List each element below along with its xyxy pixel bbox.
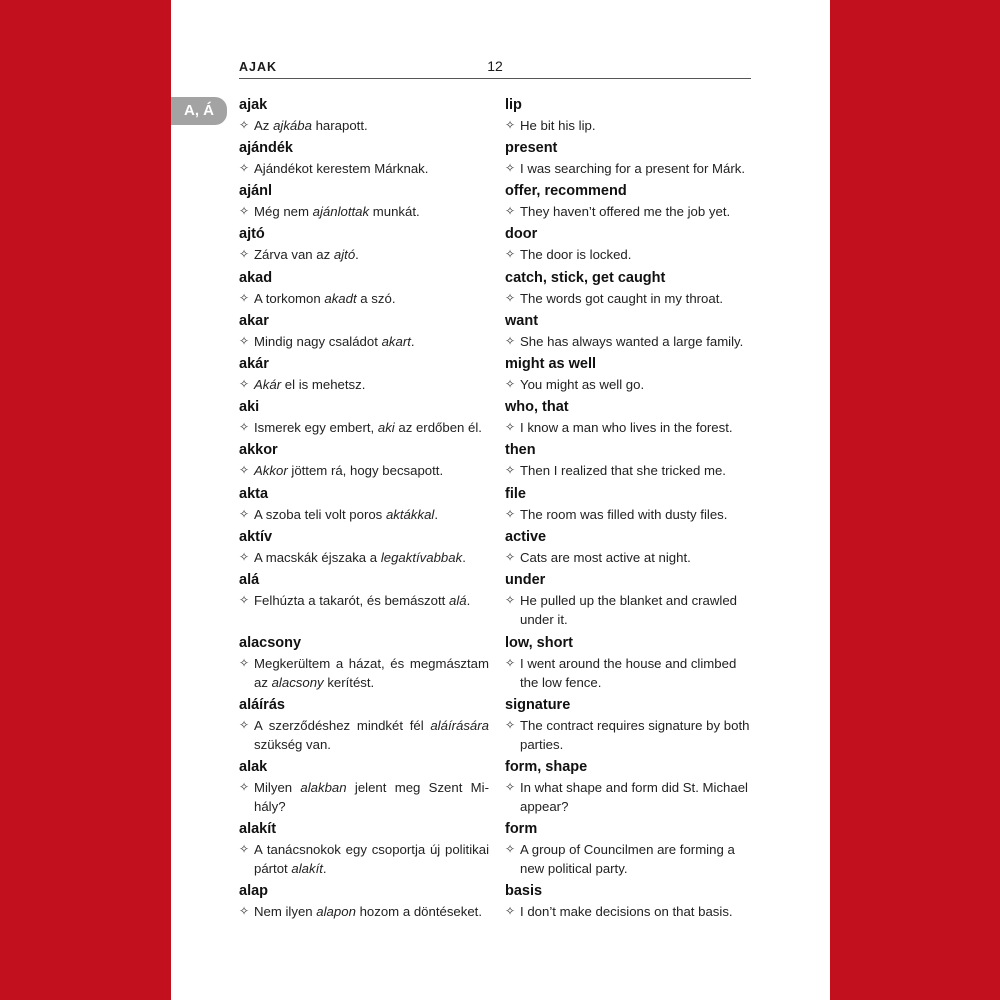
sparkle-bullet-icon: ✧ bbox=[505, 780, 516, 794]
example-sentence bbox=[505, 548, 755, 567]
example-sentence bbox=[239, 654, 489, 692]
sparkle-bullet-icon: ✧ bbox=[239, 718, 250, 732]
sparkle-bullet-icon: ✧ bbox=[505, 118, 516, 132]
translation: offer, recommend bbox=[505, 183, 627, 199]
entry-english bbox=[505, 635, 755, 692]
translation: catch, stick, get caught bbox=[505, 270, 666, 286]
sparkle-bullet-icon: ✧ bbox=[505, 377, 516, 391]
sparkle-bullet-icon: ✧ bbox=[505, 842, 516, 856]
example-sentence bbox=[505, 461, 755, 480]
example-text: jelent meg Szent Mihály? bbox=[254, 780, 489, 814]
entry-english bbox=[505, 529, 755, 567]
sparkle-bullet-icon: ✧ bbox=[239, 334, 250, 348]
translation: low, short bbox=[505, 635, 573, 651]
sparkle-bullet-icon: ✧ bbox=[239, 550, 250, 564]
running-head: AJAK bbox=[239, 60, 278, 74]
page-number: 12 bbox=[487, 58, 503, 74]
example-sentence bbox=[239, 716, 489, 754]
example-text: The door is locked. bbox=[520, 247, 632, 262]
entry-hungarian bbox=[239, 399, 489, 437]
headword: akár bbox=[239, 356, 269, 372]
headword: ajtó bbox=[239, 226, 265, 242]
example-text: A szerződéshez mindkét fél bbox=[254, 718, 431, 733]
example-text: Ismerek egy embert, bbox=[254, 420, 378, 435]
entry-hungarian bbox=[239, 635, 489, 692]
translation: under bbox=[505, 572, 546, 588]
example-text: Ajándékot kerestem Márknak. bbox=[254, 161, 429, 176]
entry-english bbox=[505, 356, 755, 394]
entry-english bbox=[505, 270, 755, 308]
entry-english bbox=[505, 759, 755, 816]
sparkle-bullet-icon: ✧ bbox=[239, 420, 250, 434]
entry-hungarian bbox=[239, 356, 489, 394]
sparkle-bullet-icon: ✧ bbox=[505, 420, 516, 434]
sparkle-bullet-icon: ✧ bbox=[505, 904, 516, 918]
entry-english bbox=[505, 140, 755, 178]
example-sentence bbox=[505, 840, 755, 878]
example-keyword: akart bbox=[381, 334, 411, 349]
example-text: They haven’t offered me the job yet. bbox=[520, 204, 731, 219]
example-text: el is mehetsz. bbox=[281, 377, 366, 392]
example-keyword: alacsony bbox=[271, 675, 324, 690]
headword: aki bbox=[239, 399, 260, 415]
example-text: A group of Councilmen are forming a new political party. bbox=[520, 842, 735, 876]
example-text: jöttem rá, hogy becsapott. bbox=[287, 463, 444, 478]
example-sentence bbox=[239, 778, 489, 816]
example-keyword: alapon bbox=[316, 904, 356, 919]
sparkle-bullet-icon: ✧ bbox=[239, 377, 250, 391]
sparkle-bullet-icon: ✧ bbox=[239, 780, 250, 794]
example-sentence bbox=[505, 159, 755, 178]
example-sentence bbox=[505, 505, 755, 524]
example-text: Nem ilyen bbox=[254, 904, 317, 919]
example-keyword: aktákkal bbox=[385, 507, 435, 522]
example-keyword: alá bbox=[448, 593, 467, 608]
example-sentence bbox=[239, 116, 489, 135]
example-text: szükség van. bbox=[254, 737, 331, 752]
example-text: In what shape and form did St. Michael appear? bbox=[520, 780, 748, 814]
example-text: kerítést. bbox=[323, 675, 375, 690]
sparkle-bullet-icon: ✧ bbox=[239, 463, 250, 477]
example-keyword: ajtó bbox=[333, 247, 356, 262]
translation: present bbox=[505, 140, 558, 156]
entry-english bbox=[505, 821, 755, 878]
example-sentence bbox=[505, 902, 755, 921]
entry-hungarian bbox=[239, 313, 489, 351]
entry-hungarian bbox=[239, 759, 489, 816]
translation: then bbox=[505, 442, 536, 458]
example-text: The contract requires signature by both parties. bbox=[520, 718, 750, 752]
headword: alá bbox=[239, 572, 260, 588]
headword: akkor bbox=[239, 442, 278, 458]
example-text: a szó. bbox=[356, 291, 396, 306]
entry-english bbox=[505, 883, 755, 921]
sparkle-bullet-icon: ✧ bbox=[505, 247, 516, 261]
headword: aláírás bbox=[239, 697, 285, 713]
translation: signature bbox=[505, 697, 571, 713]
example-text: Az bbox=[254, 118, 274, 133]
entry-english bbox=[505, 97, 755, 135]
example-sentence bbox=[239, 375, 489, 394]
sparkle-bullet-icon: ✧ bbox=[505, 593, 516, 607]
entry-hungarian bbox=[239, 97, 489, 135]
headword: alap bbox=[239, 883, 269, 899]
example-sentence bbox=[505, 654, 755, 692]
example-text: A macskák éjszaka a bbox=[254, 550, 381, 565]
sparkle-bullet-icon: ✧ bbox=[505, 718, 516, 732]
sparkle-bullet-icon: ✧ bbox=[239, 118, 250, 132]
entry-english bbox=[505, 697, 755, 754]
example-sentence bbox=[505, 202, 755, 221]
example-sentence bbox=[239, 418, 489, 437]
headword: ajak bbox=[239, 97, 268, 113]
example-sentence bbox=[239, 461, 489, 480]
entry-english bbox=[505, 399, 755, 437]
example-text: Felhúzta a takarót, és bemászott bbox=[254, 593, 449, 608]
example-keyword: aláírására bbox=[430, 718, 489, 733]
example-keyword: legaktívabbak bbox=[380, 550, 463, 565]
entry-english bbox=[505, 442, 755, 480]
example-text: Cats are most active at night. bbox=[520, 550, 691, 565]
example-text: . bbox=[466, 593, 471, 608]
translation: want bbox=[505, 313, 539, 329]
entry-hungarian bbox=[239, 140, 489, 178]
example-sentence bbox=[239, 591, 489, 610]
headword: aktív bbox=[239, 529, 273, 545]
sparkle-bullet-icon: ✧ bbox=[239, 593, 250, 607]
example-sentence bbox=[505, 778, 755, 816]
sparkle-bullet-icon: ✧ bbox=[505, 463, 516, 477]
entry-english bbox=[505, 486, 755, 524]
example-text: hozom a döntéseket. bbox=[355, 904, 482, 919]
example-sentence bbox=[239, 548, 489, 567]
english-column bbox=[505, 0, 755, 1000]
sparkle-bullet-icon: ✧ bbox=[239, 161, 250, 175]
example-text: Milyen bbox=[254, 780, 301, 795]
headword: akta bbox=[239, 486, 269, 502]
example-sentence bbox=[505, 716, 755, 754]
example-text: She has always wanted a large family. bbox=[520, 334, 744, 349]
example-sentence bbox=[505, 332, 755, 351]
sparkle-bullet-icon: ✧ bbox=[505, 656, 516, 670]
sparkle-bullet-icon: ✧ bbox=[505, 161, 516, 175]
entry-english bbox=[505, 226, 755, 264]
example-text: . bbox=[434, 507, 439, 522]
example-sentence bbox=[239, 159, 489, 178]
example-sentence bbox=[239, 840, 489, 878]
entry-hungarian bbox=[239, 270, 489, 308]
entry-hungarian bbox=[239, 486, 489, 524]
sparkle-bullet-icon: ✧ bbox=[239, 656, 250, 670]
example-text: munkát. bbox=[369, 204, 420, 219]
sparkle-bullet-icon: ✧ bbox=[239, 842, 250, 856]
sparkle-bullet-icon: ✧ bbox=[505, 334, 516, 348]
example-sentence bbox=[239, 332, 489, 351]
entry-english bbox=[505, 183, 755, 221]
entry-hungarian bbox=[239, 226, 489, 264]
headword: akar bbox=[239, 313, 269, 329]
example-sentence bbox=[505, 591, 755, 629]
example-text: Zárva van az bbox=[254, 247, 334, 262]
example-text: Then I realized that she tricked me. bbox=[520, 463, 726, 478]
example-keyword: aki bbox=[377, 420, 395, 435]
sparkle-bullet-icon: ✧ bbox=[239, 291, 250, 305]
sparkle-bullet-icon: ✧ bbox=[505, 550, 516, 564]
example-text: I don’t make decisions on that basis. bbox=[520, 904, 733, 919]
dictionary-page bbox=[171, 0, 830, 1000]
example-sentence bbox=[505, 375, 755, 394]
entry-hungarian bbox=[239, 883, 489, 921]
sparkle-bullet-icon: ✧ bbox=[505, 204, 516, 218]
example-keyword: ajánlottak bbox=[312, 204, 370, 219]
example-keyword: alakban bbox=[300, 780, 347, 795]
sparkle-bullet-icon: ✧ bbox=[239, 904, 250, 918]
example-sentence bbox=[505, 116, 755, 135]
example-text: I know a man who lives in the forest. bbox=[520, 420, 733, 435]
example-keyword: akadt bbox=[324, 291, 357, 306]
headword: alacsony bbox=[239, 635, 302, 651]
example-text: Mindig nagy családot bbox=[254, 334, 382, 349]
translation: active bbox=[505, 529, 547, 545]
translation: door bbox=[505, 226, 538, 242]
example-text: He pulled up the blanket and crawled under it. bbox=[520, 593, 738, 627]
example-text: You might as well go. bbox=[520, 377, 645, 392]
example-sentence bbox=[505, 418, 755, 437]
translation: lip bbox=[505, 97, 522, 113]
example-text: harapott. bbox=[311, 118, 368, 133]
headword: akad bbox=[239, 270, 273, 286]
example-text: . bbox=[462, 550, 466, 565]
example-text: az erdőben él. bbox=[394, 420, 482, 435]
example-sentence bbox=[505, 289, 755, 308]
sparkle-bullet-icon: ✧ bbox=[505, 507, 516, 521]
sparkle-bullet-icon: ✧ bbox=[239, 247, 250, 261]
example-sentence bbox=[239, 202, 489, 221]
entry-hungarian bbox=[239, 442, 489, 480]
entry-hungarian bbox=[239, 572, 489, 610]
hungarian-column bbox=[239, 0, 489, 1000]
example-text: Még nem bbox=[254, 204, 313, 219]
translation: might as well bbox=[505, 356, 597, 372]
headword: alakít bbox=[239, 821, 277, 837]
example-text: . bbox=[355, 247, 359, 262]
example-sentence bbox=[239, 505, 489, 524]
example-text: . bbox=[410, 334, 415, 349]
example-sentence bbox=[505, 245, 755, 264]
example-text: A torkomon bbox=[254, 291, 325, 306]
section-tab: A, Á bbox=[171, 97, 227, 125]
example-sentence bbox=[239, 245, 489, 264]
headword: ajándék bbox=[239, 140, 293, 156]
translation: who, that bbox=[505, 399, 569, 415]
example-text: I was searching for a present for Márk. bbox=[520, 161, 746, 176]
translation: form, shape bbox=[505, 759, 588, 775]
entry-english bbox=[505, 313, 755, 351]
example-text: The words got caught in my throat. bbox=[520, 291, 724, 306]
entry-hungarian bbox=[239, 529, 489, 567]
entry-hungarian bbox=[239, 183, 489, 221]
example-text: The room was filled with dusty files. bbox=[520, 507, 728, 522]
example-text: I went around the house and climbed the low fence. bbox=[520, 656, 737, 690]
translation: form bbox=[505, 821, 538, 837]
example-sentence bbox=[239, 902, 489, 921]
example-sentence bbox=[239, 289, 489, 308]
example-keyword: Akár bbox=[254, 377, 282, 392]
entry-hungarian bbox=[239, 697, 489, 754]
sparkle-bullet-icon: ✧ bbox=[505, 291, 516, 305]
example-keyword: alakít bbox=[291, 861, 323, 876]
translation: basis bbox=[505, 883, 543, 899]
example-text: He bit his lip. bbox=[520, 118, 596, 133]
sparkle-bullet-icon: ✧ bbox=[239, 507, 250, 521]
example-text: . bbox=[322, 861, 327, 876]
headword: alak bbox=[239, 759, 268, 775]
example-text: A szoba teli volt poros bbox=[254, 507, 386, 522]
example-text: A tanácsnokok egy csoportja új politikai pártot bbox=[254, 842, 489, 876]
sparkle-bullet-icon: ✧ bbox=[239, 204, 250, 218]
example-text: Megkerültem a házat, és megmásztam az bbox=[254, 656, 489, 690]
example-keyword: ajkába bbox=[273, 118, 312, 133]
translation: file bbox=[505, 486, 526, 502]
headword: ajánl bbox=[239, 183, 273, 199]
entry-english bbox=[505, 572, 755, 629]
entry-hungarian bbox=[239, 821, 489, 878]
example-keyword: Akkor bbox=[254, 463, 288, 478]
